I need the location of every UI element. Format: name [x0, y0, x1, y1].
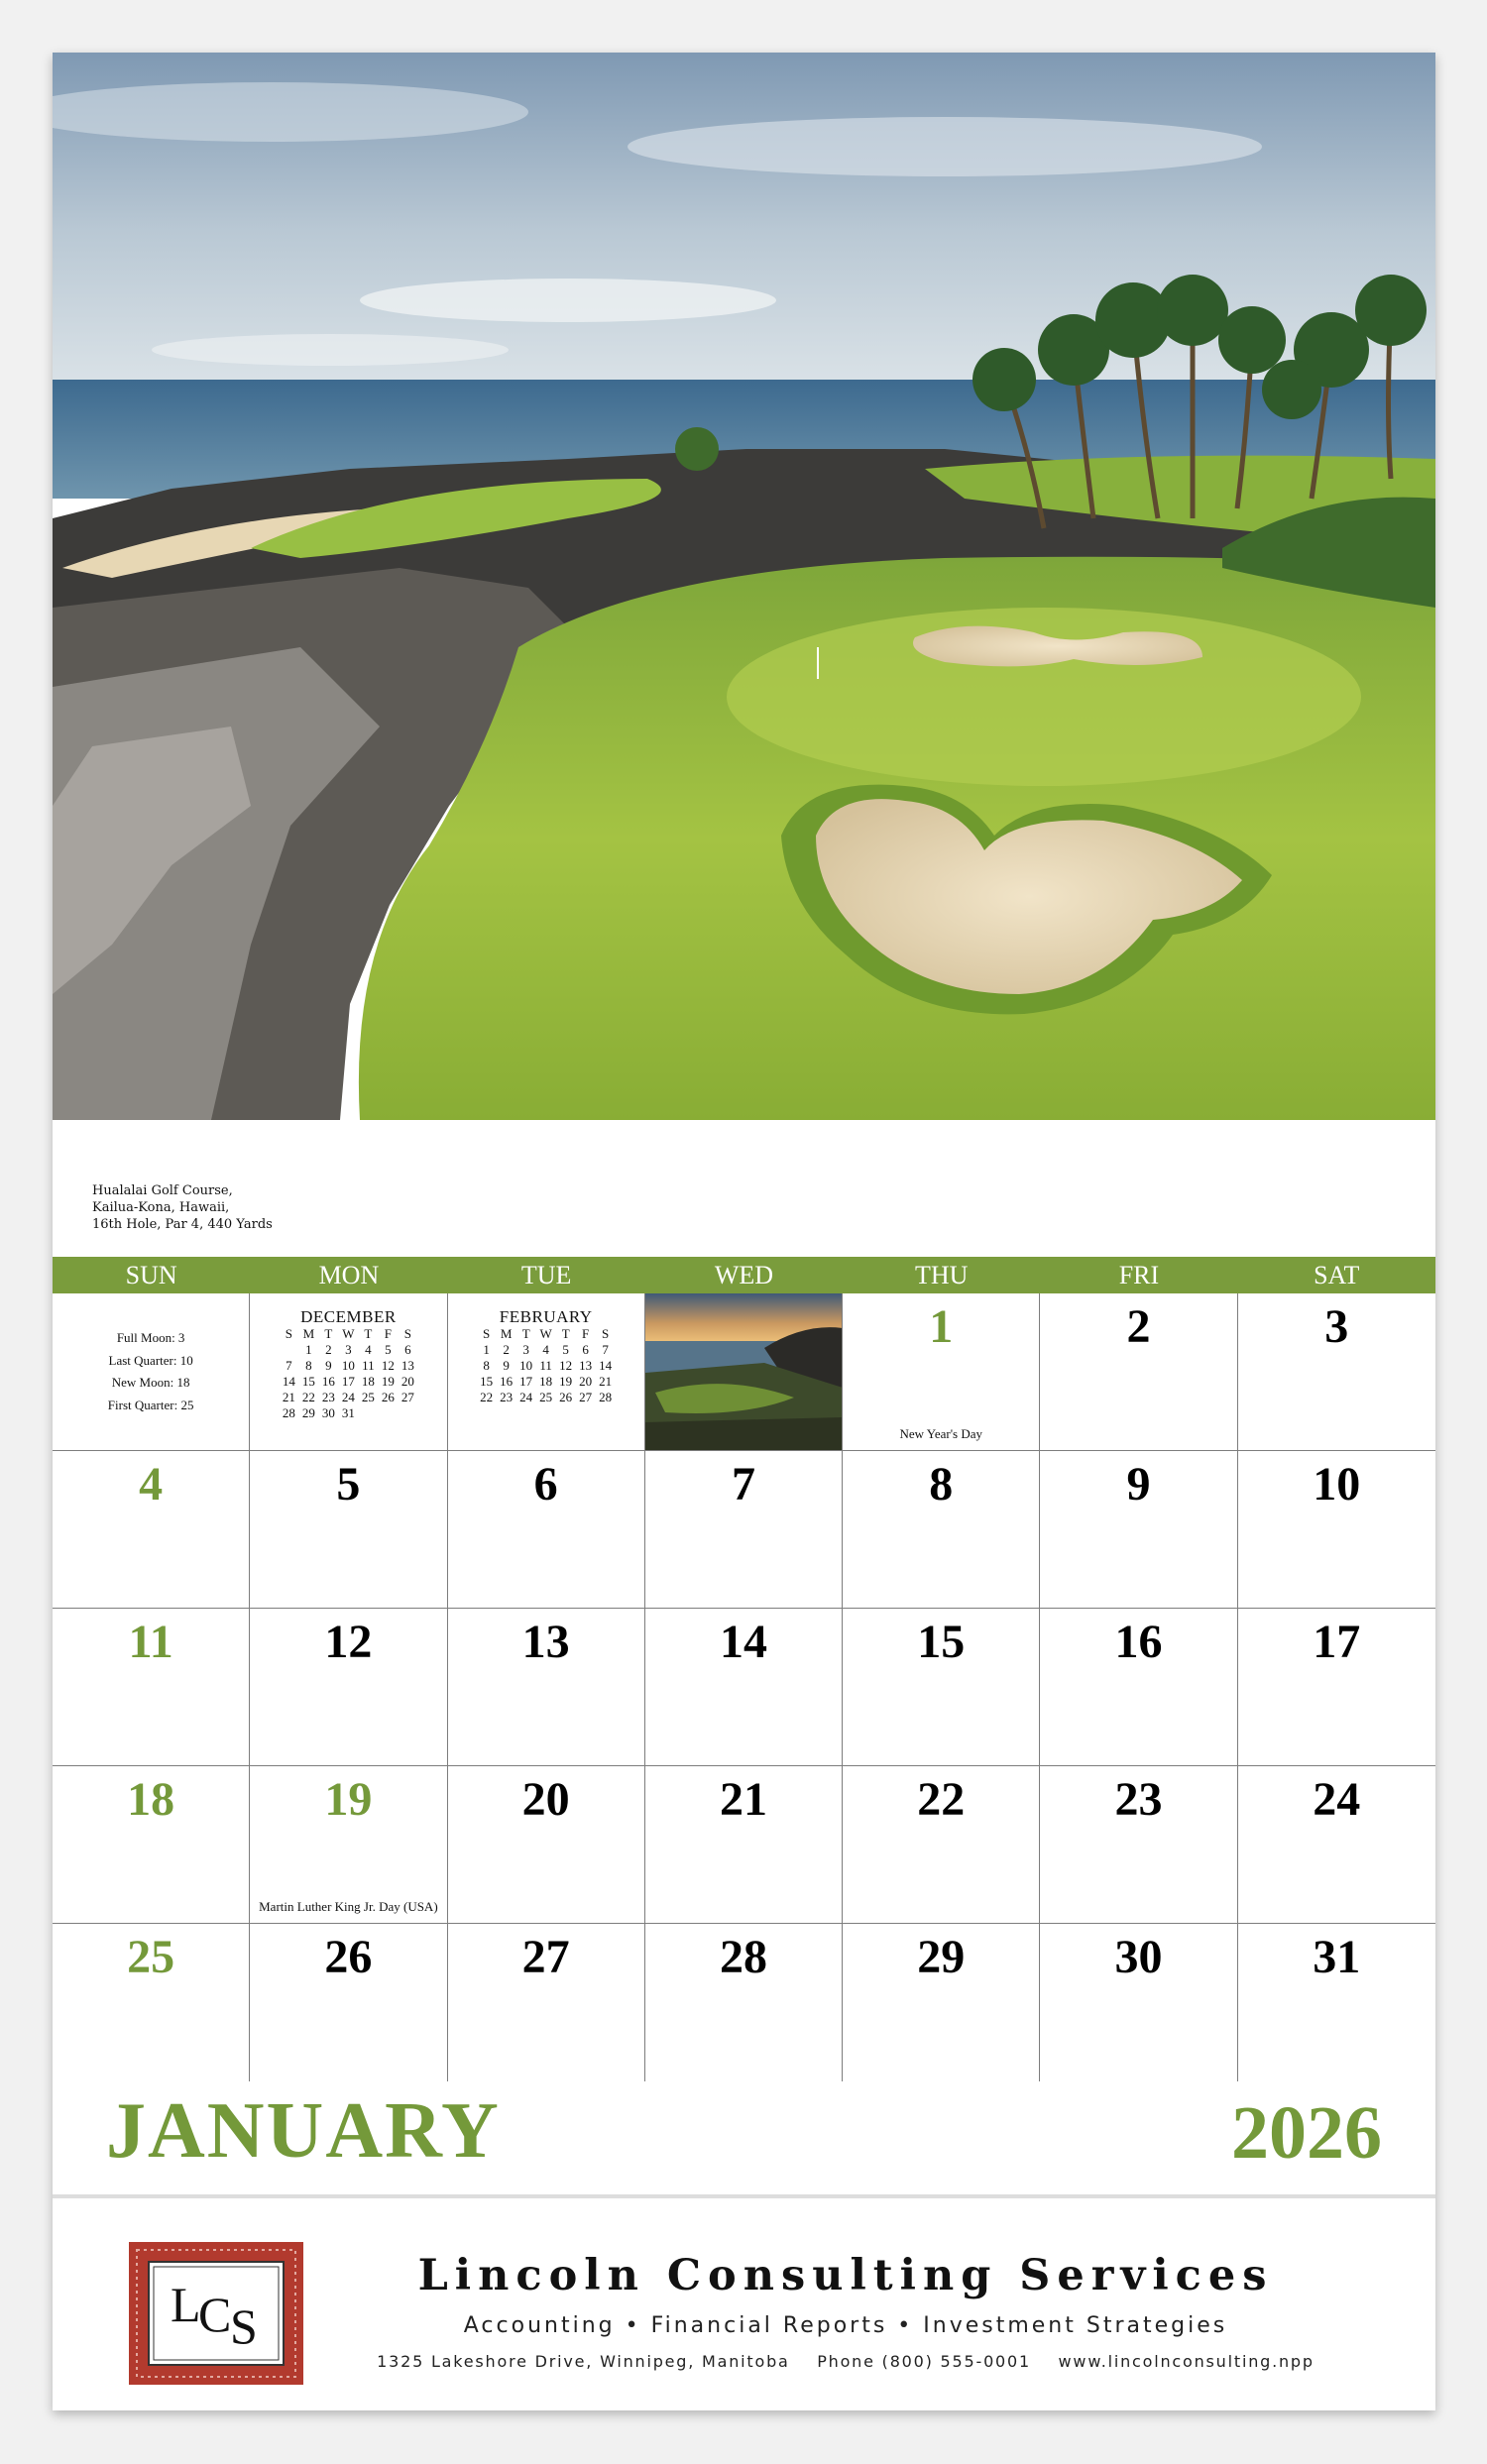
weekday-mon: MON	[318, 1261, 380, 1289]
mini-calendar-day: 23	[321, 1390, 335, 1404]
mini-calendar-day: 3	[345, 1342, 352, 1357]
mini-calendar-day: 24	[341, 1390, 355, 1404]
mini-calendar-weekday: S	[602, 1326, 610, 1341]
moon-phase: Full Moon: 3	[116, 1330, 185, 1345]
mini-calendar-day: 7	[286, 1358, 292, 1373]
mini-calendar-weekday: S	[483, 1326, 491, 1341]
day-number: 10	[1313, 1458, 1361, 1511]
mini-calendar-day: 2	[325, 1342, 332, 1357]
golf-course-photo	[53, 53, 1435, 1120]
mini-calendar-day: 22	[480, 1390, 494, 1404]
weekday-thu: THU	[914, 1261, 969, 1289]
company-phone: Phone (800) 555-0001	[817, 2352, 1031, 2371]
company-tagline: Accounting • Financial Reports • Investment Strategies	[463, 2313, 1228, 2338]
day-number: 8	[929, 1458, 954, 1511]
day-number: 5	[336, 1458, 361, 1511]
mini-calendar-weekday: T	[521, 1326, 530, 1341]
mini-calendar-day: 17	[519, 1374, 533, 1389]
mini-calendar-day: 17	[341, 1374, 355, 1389]
day-number: 20	[521, 1773, 570, 1826]
moon-phase: Last Quarter: 10	[108, 1352, 193, 1368]
mini-calendar-day: 5	[385, 1342, 392, 1357]
mini-calendar-day: 7	[602, 1342, 609, 1357]
day-number: 30	[1114, 1931, 1163, 1983]
day-number: 18	[127, 1773, 175, 1826]
day-cell[interactable]	[1238, 1451, 1435, 1609]
day-cell[interactable]	[1040, 1451, 1237, 1609]
weekday-tue: TUE	[520, 1261, 572, 1289]
holiday-label: New Year's Day	[899, 1426, 983, 1441]
mini-calendar-title: FEBRUARY	[499, 1307, 593, 1326]
mini-calendar-weekday: M	[500, 1326, 513, 1341]
day-number: 17	[1313, 1616, 1361, 1668]
mini-calendar-day: 4	[542, 1342, 549, 1357]
mini-calendar-day: 25	[539, 1390, 553, 1404]
weekday-fri: FRI	[1118, 1261, 1160, 1289]
day-cell[interactable]	[448, 1924, 645, 2081]
day-cell[interactable]	[1040, 1924, 1237, 2081]
lcs-logo	[127, 2240, 305, 2387]
day-cell[interactable]	[1238, 1609, 1435, 1766]
day-cell[interactable]	[1238, 1293, 1435, 1451]
mini-calendar-february	[448, 1293, 645, 1451]
day-number: 11	[128, 1616, 173, 1668]
weekday-header	[53, 1257, 1435, 1293]
mini-calendar-day: 20	[579, 1374, 593, 1389]
day-number: 16	[1114, 1616, 1163, 1668]
mini-calendar-day: 20	[400, 1374, 414, 1389]
mini-calendar-day: 28	[599, 1390, 613, 1404]
day-cell[interactable]	[843, 1293, 1040, 1451]
day-number: 25	[127, 1931, 175, 1983]
mini-calendar-day: 26	[559, 1390, 573, 1404]
mini-calendar-day: 14	[282, 1374, 295, 1389]
day-number: 23	[1114, 1773, 1163, 1826]
mini-calendar-day: 14	[599, 1358, 613, 1373]
day-cell[interactable]	[448, 1609, 645, 1766]
mini-calendar-day: 15	[301, 1374, 315, 1389]
day-number: 24	[1313, 1773, 1361, 1826]
mini-calendar-day: 2	[503, 1342, 510, 1357]
day-cell[interactable]	[250, 1924, 447, 2081]
day-cell[interactable]	[448, 1451, 645, 1609]
day-number: 29	[917, 1931, 966, 1983]
mini-calendar-weekday: S	[403, 1326, 411, 1341]
day-number: 26	[324, 1931, 373, 1983]
day-cell[interactable]	[645, 1451, 843, 1609]
day-cell[interactable]	[1040, 1609, 1237, 1766]
day-cell[interactable]	[53, 1766, 250, 1924]
month-title: JANUARY	[106, 2087, 501, 2175]
mini-calendar-day: 12	[559, 1358, 573, 1373]
mini-calendar-weekday: T	[324, 1326, 333, 1341]
mini-calendar-day: 30	[321, 1405, 335, 1420]
caption-line: Kailua-Kona, Hawaii,	[92, 1200, 230, 1215]
day-cell[interactable]	[645, 1609, 843, 1766]
mini-calendar-day: 12	[381, 1358, 395, 1373]
mini-calendar-day: 23	[500, 1390, 514, 1404]
day-cell[interactable]	[843, 1451, 1040, 1609]
mini-calendar-day: 21	[599, 1374, 613, 1389]
day-number: 7	[731, 1458, 755, 1511]
mini-calendar-day: 11	[539, 1358, 552, 1373]
day-cell[interactable]	[250, 1451, 447, 1609]
mini-calendar-table	[477, 1326, 616, 1405]
day-cell[interactable]	[250, 1766, 447, 1924]
mini-calendar-day: 8	[483, 1358, 490, 1373]
day-number: 9	[1126, 1458, 1151, 1511]
mini-calendar-day: 19	[381, 1374, 395, 1389]
weekday-sat: SAT	[1314, 1261, 1360, 1289]
mini-calendar-day: 9	[325, 1358, 332, 1373]
mini-calendar-day: 26	[381, 1390, 395, 1404]
mini-calendar-day: 1	[483, 1342, 490, 1357]
mini-calendar-weekday: F	[384, 1326, 392, 1341]
mini-calendar-table	[279, 1326, 417, 1421]
mini-calendar-day: 13	[400, 1358, 414, 1373]
svg-text:C: C	[198, 2287, 232, 2342]
mini-calendar-day: 10	[341, 1358, 355, 1373]
caption-line: 16th Hole, Par 4, 440 Yards	[92, 1217, 273, 1232]
mini-calendar-weekday: S	[285, 1326, 292, 1341]
day-cell[interactable]	[645, 1924, 843, 2081]
mini-calendar-day: 28	[282, 1405, 295, 1420]
company-website[interactable]: www.lincolnconsulting.npp	[1058, 2352, 1315, 2371]
day-number: 4	[139, 1458, 164, 1511]
day-cell[interactable]	[53, 1609, 250, 1766]
day-number: 13	[521, 1616, 570, 1668]
weekday-sun: SUN	[125, 1261, 177, 1289]
day-number: 2	[1126, 1300, 1151, 1353]
day-cell[interactable]	[843, 1924, 1040, 2081]
day-cell[interactable]	[843, 1609, 1040, 1766]
day-cell[interactable]	[1040, 1766, 1237, 1924]
company-contact	[300, 2352, 1391, 2371]
day-cell[interactable]	[1238, 1924, 1435, 2081]
mini-calendar-day: 15	[480, 1374, 494, 1389]
mini-calendar-day	[398, 1405, 417, 1421]
mini-calendar-weekday: T	[561, 1326, 570, 1341]
mini-calendar-day: 27	[400, 1390, 414, 1404]
mini-calendar-day: 11	[362, 1358, 375, 1373]
day-cell[interactable]	[250, 1609, 447, 1766]
mini-calendar-weekday: M	[302, 1326, 315, 1341]
year-title: 2026	[1231, 2091, 1382, 2175]
svg-text:L: L	[171, 2277, 201, 2332]
day-number: 19	[324, 1773, 373, 1826]
mini-calendar-day: 13	[579, 1358, 593, 1373]
day-number: 1	[929, 1300, 954, 1353]
mini-calendar-day: 29	[301, 1405, 315, 1420]
mini-calendar-day: 1	[305, 1342, 312, 1357]
mini-calendar-day: 4	[365, 1342, 372, 1357]
company-address: 1325 Lakeshore Drive, Winnipeg, Manitoba	[377, 2352, 790, 2371]
mini-calendar-day	[358, 1405, 378, 1421]
mini-calendar-weekday: W	[342, 1326, 355, 1341]
day-cell[interactable]	[1040, 1293, 1237, 1451]
footer-divider	[53, 2194, 1435, 2198]
day-number: 14	[719, 1616, 767, 1668]
mini-calendar-day: 18	[361, 1374, 375, 1389]
day-cell[interactable]	[843, 1766, 1040, 1924]
mini-calendar-day: 6	[404, 1342, 411, 1357]
mini-calendar-day: 24	[519, 1390, 533, 1404]
moon-phases-cell	[53, 1293, 250, 1451]
moon-phase: New Moon: 18	[111, 1375, 190, 1390]
day-number: 27	[521, 1931, 570, 1983]
company-name: Lincoln Consulting Services	[417, 2251, 1274, 2300]
day-number: 3	[1324, 1300, 1349, 1353]
mini-calendar-weekday: T	[364, 1326, 373, 1341]
day-number: 31	[1313, 1931, 1361, 1983]
day-number: 28	[719, 1931, 767, 1983]
caption-line: Hualalai Golf Course,	[92, 1183, 233, 1198]
thumbnail-photo-cell	[645, 1293, 843, 1451]
mini-calendar-day: 22	[301, 1390, 315, 1404]
mini-calendar-day: 3	[522, 1342, 529, 1357]
day-number: 15	[917, 1616, 966, 1668]
day-cell[interactable]	[645, 1766, 843, 1924]
day-cell[interactable]	[53, 1451, 250, 1609]
weekday-wed: WED	[714, 1261, 774, 1289]
mini-calendar-day: 31	[341, 1405, 355, 1420]
mini-calendar-day: 27	[579, 1390, 593, 1404]
mini-calendar-day: 8	[305, 1358, 312, 1373]
day-cell[interactable]	[1238, 1766, 1435, 1924]
mini-calendar-day: 9	[503, 1358, 510, 1373]
mini-calendar-day	[279, 1342, 298, 1358]
moon-phase: First Quarter: 25	[107, 1397, 194, 1412]
mini-calendar-day: 10	[519, 1358, 533, 1373]
mini-calendar-december	[250, 1293, 447, 1451]
mini-calendar-day: 5	[562, 1342, 569, 1357]
day-cell[interactable]	[53, 1924, 250, 2081]
mini-calendar-day: 25	[361, 1390, 375, 1404]
calendar-grid	[53, 1293, 1435, 2081]
mini-calendar-weekday: W	[539, 1326, 552, 1341]
day-number: 6	[533, 1458, 558, 1511]
photo-caption	[92, 1182, 273, 1233]
mini-calendar-day: 19	[559, 1374, 573, 1389]
day-number: 21	[719, 1773, 767, 1826]
mini-calendar-day: 6	[582, 1342, 589, 1357]
mini-calendar-title: DECEMBER	[300, 1307, 397, 1326]
holiday-label: Martin Luther King Jr. Day (USA)	[259, 1899, 438, 1914]
day-cell[interactable]	[448, 1766, 645, 1924]
day-number: 22	[917, 1773, 966, 1826]
svg-text:S: S	[230, 2298, 258, 2354]
mini-calendar-day	[378, 1405, 398, 1421]
calendar-page	[53, 53, 1435, 2410]
mini-calendar-day: 16	[500, 1374, 514, 1389]
mini-calendar-day: 16	[321, 1374, 335, 1389]
mini-calendar-weekday: F	[582, 1326, 590, 1341]
day-number: 12	[324, 1616, 373, 1668]
mini-calendar-day: 18	[539, 1374, 553, 1389]
mini-calendar-day: 21	[282, 1390, 295, 1404]
thumbnail-photo	[645, 1293, 843, 1451]
